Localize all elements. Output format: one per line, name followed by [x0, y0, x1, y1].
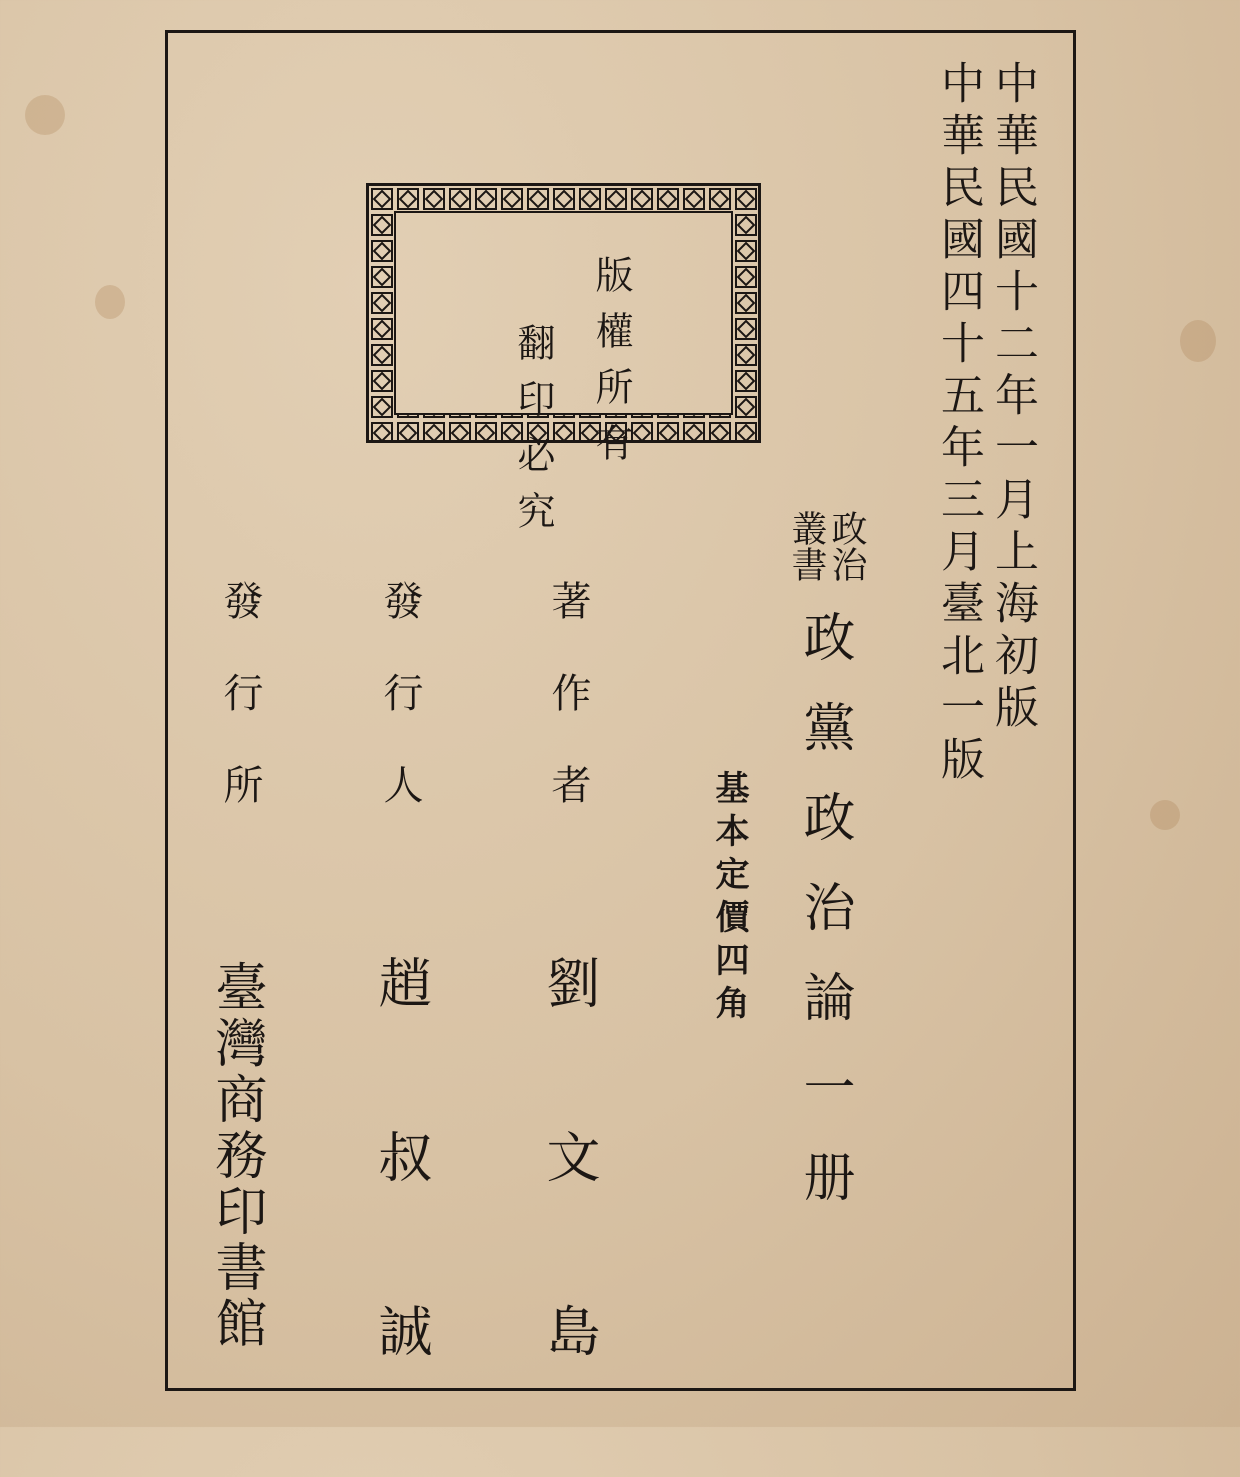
- series-label-left: 叢書: [786, 510, 827, 582]
- author-name: 劉文島: [538, 955, 601, 1477]
- copyright-stamp: [366, 183, 761, 547]
- foxing-spot: [25, 95, 65, 135]
- edition-line-first: 中華民國十二年一月上海初版: [987, 60, 1038, 736]
- publisher-name: 趙叔誠: [370, 955, 433, 1477]
- price-label: 基本定價四角: [709, 770, 749, 1028]
- foxing-spot: [1180, 320, 1216, 362]
- publisher-role: 發行人: [377, 580, 423, 856]
- series-label-right: 政治: [826, 510, 867, 582]
- stamp-inner-border: [394, 211, 733, 415]
- foxing-spot: [95, 285, 125, 319]
- stamp-text-right: 版權所有: [589, 255, 633, 479]
- edition-line-second: 中華民國四十五年三月臺北一版: [933, 60, 984, 788]
- stamp-text-left: 翻印必究: [511, 323, 555, 547]
- author-role: 著作者: [545, 580, 591, 856]
- book-title: 政黨政治論一册: [794, 610, 854, 1240]
- foxing-spot: [1150, 800, 1180, 830]
- publishing-house-name: 臺灣商務印書館: [206, 960, 266, 1352]
- publishing-house-role: 發行所: [217, 580, 263, 856]
